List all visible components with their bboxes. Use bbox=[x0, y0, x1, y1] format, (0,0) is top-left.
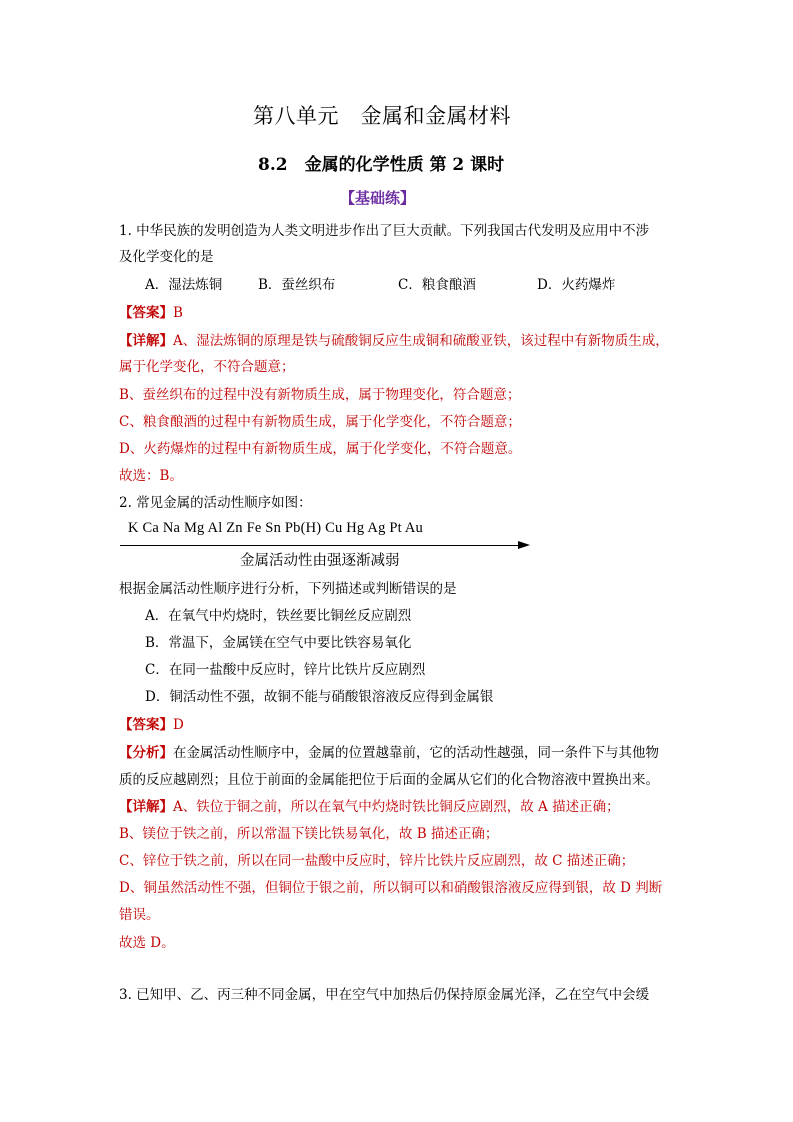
q1-detail-line1 bbox=[119, 332, 669, 350]
detail-label: 【详解】 bbox=[119, 333, 173, 349]
answer-value: D bbox=[173, 717, 184, 733]
arrow-caption: 金属活动性由强逐渐减弱 bbox=[240, 553, 400, 569]
q2-option-b: B．常温下，金属镁在空气中要比铁容易氧化 bbox=[145, 635, 412, 651]
q1-option-b: B．蚕丝织布 bbox=[258, 277, 336, 293]
q3-stem-line1: 3. 已知甲、乙、丙三种不同金属，甲在空气中加热后仍保持原金属光泽，乙在空气中会缓 bbox=[119, 987, 650, 1003]
q1-detail-line2: 属于化学变化，不符合题意； bbox=[119, 359, 295, 375]
unit-title: 第八单元 金属和金属材料 bbox=[253, 104, 511, 128]
section-label: 【基础练】 bbox=[340, 189, 416, 207]
q2-analysis-line1 bbox=[119, 744, 659, 762]
q2-question: 根据金属活动性顺序进行分析，下列描述或判断错误的是 bbox=[119, 581, 457, 597]
q2-stem: 2. 常见金属的活动性顺序如图： bbox=[119, 495, 312, 511]
activity-arrow-line bbox=[120, 545, 520, 546]
analysis-label: 【分析】 bbox=[119, 745, 173, 761]
q2-detail-line1 bbox=[119, 798, 620, 816]
detail-text: A、铁位于铜之前，所以在氧气中灼烧时铁比铜反应剧烈，故 A 描述正确； bbox=[173, 799, 620, 815]
answer-label: 【答案】 bbox=[119, 305, 173, 321]
q1-answer bbox=[119, 304, 183, 322]
detail-label: 【详解】 bbox=[119, 799, 173, 815]
q2-detail-line5: 错误。 bbox=[119, 907, 160, 923]
q2-analysis-line2: 质的反应越剧烈；且位于前面的金属能把位于后面的金属从它们的化合物溶液中置换出来。 bbox=[119, 772, 659, 788]
answer-value: B bbox=[173, 305, 183, 321]
q2-option-a: A．在氧气中灼烧时，铁丝要比铜丝反应剧烈 bbox=[145, 608, 412, 624]
q1-option-d: D．火药爆炸 bbox=[537, 277, 616, 293]
q1-option-c: C．粮食酿酒 bbox=[398, 277, 476, 293]
q2-answer bbox=[119, 716, 184, 734]
detail-text: A、湿法炼铜的原理是铁与硫酸铜反应生成铜和硫酸亚铁，该过程中有新物质生成， bbox=[173, 333, 669, 349]
q2-detail-line3: C、锌位于铁之前，所以在同一盐酸中反应时，锌片比铁片反应剧烈，故 C 描述正确； bbox=[119, 853, 635, 869]
q2-detail-line4: D、铜虽然活动性不强，但铜位于银之前，所以铜可以和硝酸银溶液反应得到银，故 D 判断 bbox=[119, 880, 663, 896]
q2-option-c: C．在同一盐酸中反应时，锌片比铁片反应剧烈 bbox=[145, 662, 426, 678]
q2-detail-line2: B、镁位于铁之前，所以常温下镁比铁易氧化，故 B 描述正确； bbox=[119, 826, 499, 842]
lesson-title: 8.2 金属的化学性质 第 2 课时 bbox=[258, 155, 505, 175]
q1-stem-line2: 及化学变化的是 bbox=[119, 249, 214, 265]
answer-label: 【答案】 bbox=[119, 717, 173, 733]
q2-conclusion: 故选 D。 bbox=[119, 935, 175, 951]
q2-option-d: D．铜活动性不强，故铜不能与硝酸银溶液反应得到金属银 bbox=[145, 689, 494, 705]
q1-option-a: A．湿法炼铜 bbox=[145, 277, 223, 293]
metal-activity-series: K Ca Na Mg Al Zn Fe Sn Pb(H) Cu Hg Ag Pt Au bbox=[128, 520, 423, 536]
q1-conclusion: 故选：B。 bbox=[119, 468, 183, 484]
q1-stem-line1: 1. 中华民族的发明创造为人类文明进步作出了巨大贡献。下列我国古代发明及应用中不涉 bbox=[119, 223, 650, 239]
q1-detail-line5: D、火药爆炸的过程中有新物质生成，属于化学变化，不符合题意。 bbox=[119, 441, 522, 457]
q1-detail-line3: B、蚕丝织布的过程中没有新物质生成，属于物理变化，符合题意； bbox=[119, 387, 521, 403]
analysis-text: 在金属活动性顺序中，金属的位置越靠前，它的活动性越强，同一条件下与其他物 bbox=[173, 745, 659, 761]
arrow-right-icon bbox=[518, 541, 530, 549]
q1-detail-line4: C、粮食酿酒的过程中有新物质生成，属于化学变化，不符合题意； bbox=[119, 414, 521, 430]
